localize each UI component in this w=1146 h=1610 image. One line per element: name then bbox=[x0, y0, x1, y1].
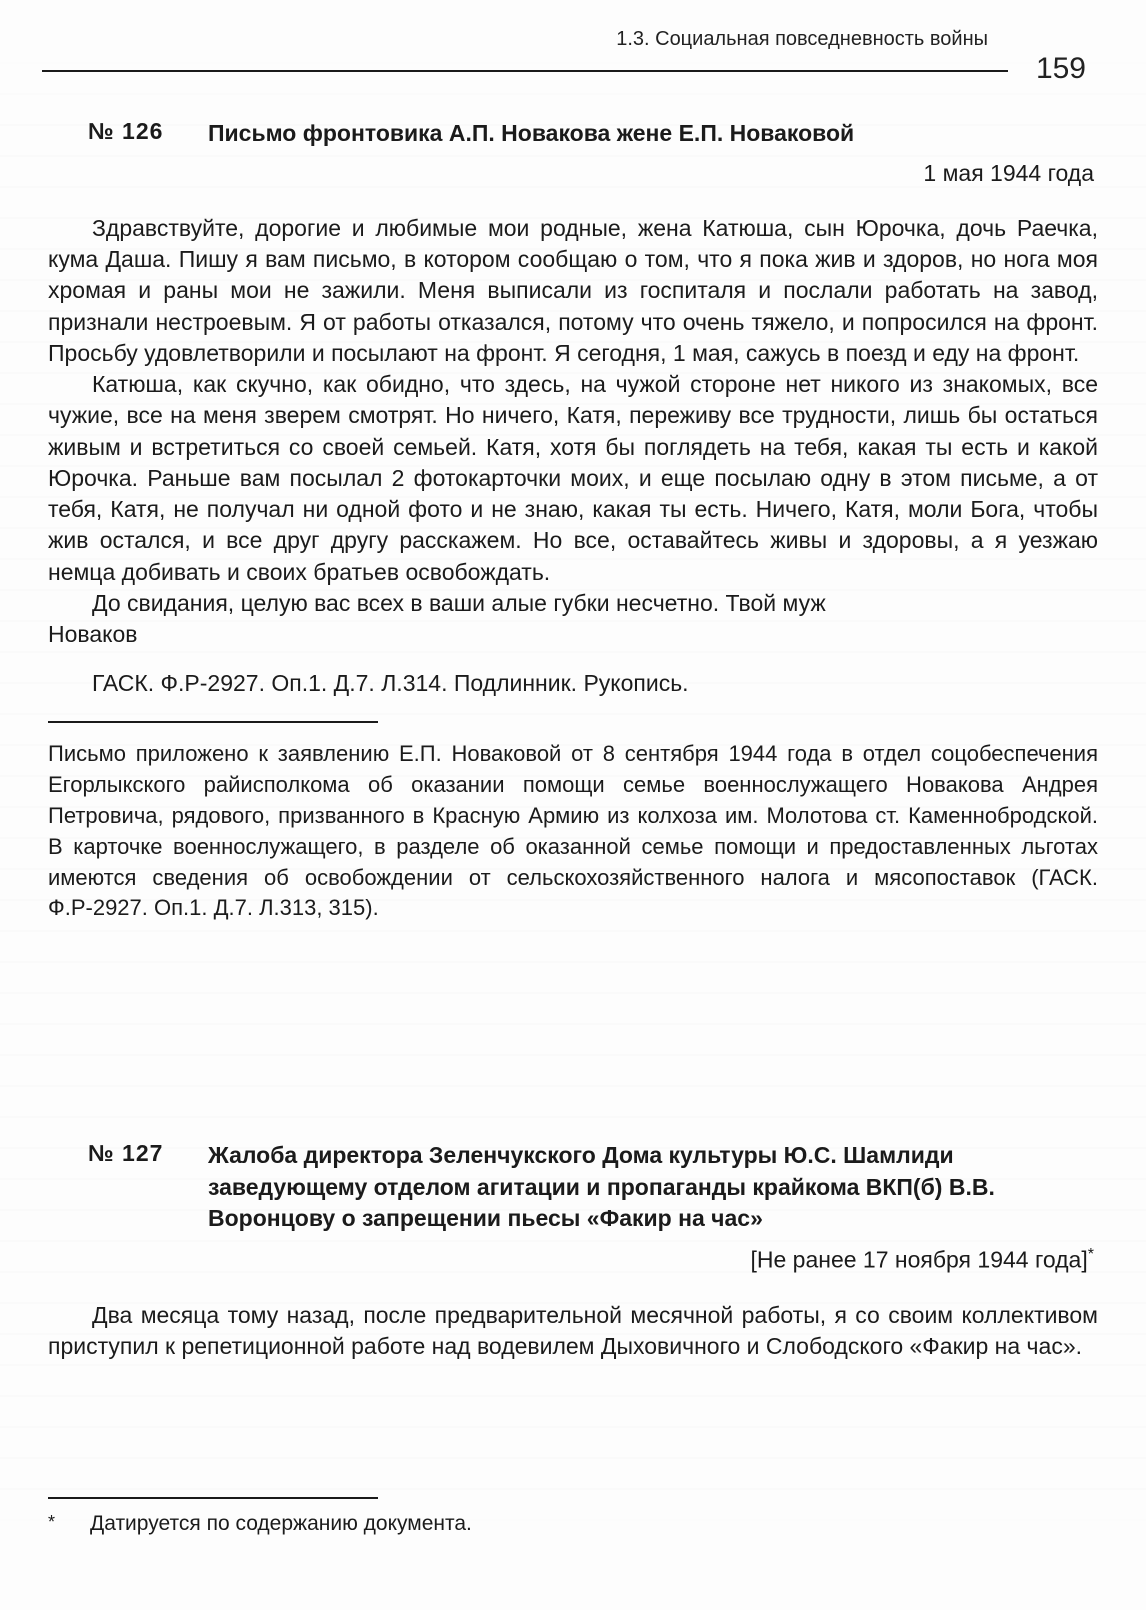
footnote-text: Датируется по содержанию документа. bbox=[90, 1512, 472, 1535]
paragraph: До свидания, целую вас всех в ваши алые губки несчетно. Твой муж bbox=[92, 589, 826, 616]
editorial-note: Письмо приложено к заявлению Е.П. Новаковой от 8 сентября 1944 года в отдел соцобеспечения Егорлыкского райисполкома об оказании помощи семье военнослужащего Новакова Андрея Петровича, рядового, призванного в Красную Армию из колхоза им. Молотова ст. Каменнобродской. В карточке военнослужащего, в разделе об оказанной семье помощи и предоставленных льготах имеются сведения об освобождении от сельскохозяйственного налога и мясопоставок (ГАСК. Ф.Р-2927. Оп.1. Д.7. Л.313, 315). bbox=[48, 741, 1098, 921]
signature: Новаков bbox=[48, 621, 138, 648]
document-heading bbox=[48, 1140, 1098, 1235]
note-divider bbox=[48, 721, 378, 723]
document-entry-127 bbox=[48, 1140, 1098, 1362]
document-number: № 126 bbox=[88, 118, 164, 144]
header-divider bbox=[42, 70, 1008, 72]
document-title: Письмо фронтовика А.П. Новакова жене Е.П. Новаковой bbox=[208, 120, 855, 146]
running-head bbox=[40, 28, 1106, 85]
document-number: № 127 bbox=[88, 1140, 164, 1166]
running-head-chapter-title: 1.3. Социальная повседневность войны bbox=[616, 28, 988, 50]
document-date bbox=[48, 1245, 1098, 1274]
paragraph: Два месяца тому назад, после предварительной месячной работы, я со своим коллективом приступил к репетиционной работе над водевилем Дыховичного и Слободского «Факир на час». bbox=[48, 1301, 1098, 1360]
paragraph: Катюша, как скучно, как обидно, что здесь, на чужой стороне нет никого из знакомых, все чужие, все на меня зверем смотрят. Но ничего, Катя, переживу все трудности, лишь бы остаться живым и встретиться со своей семьей. Катя, хотя бы поглядеть на тебя, какая ты есть и какой Юрочка. Раньше вам посылал 2 фотокарточки моих, и еще посылаю одну в этом письме, а от тебя, Катя, не получал ни одной фото и не знаю, какая ты есть. Ничего, Катя, моли Бога, чтобы жив остался, и все друг другу расскажем. Но все, оставайтесь живы и здоровы, а я уезжаю немца добивать и своих братьев освобождать. bbox=[48, 371, 1098, 585]
document-title: Жалоба директора Зеленчукского Дома культуры Ю.С. Шамлиди заведующему отделом агитации и пропаганды крайкома ВКП(б) В.В. Воронцову о запрещении пьесы «Факир на час» bbox=[208, 1142, 995, 1232]
archive-reference: ГАСК. Ф.Р-2927. Оп.1. Д.7. Л.314. Подлинник. Рукопись. bbox=[92, 670, 689, 697]
document-body bbox=[48, 1300, 1098, 1363]
document-date: 1 мая 1944 года bbox=[923, 159, 1094, 186]
document-body bbox=[48, 213, 1098, 651]
document-date-text: [Не ранее 17 ноября 1944 года] bbox=[750, 1246, 1088, 1273]
page-number: 159 bbox=[1035, 52, 1086, 85]
paragraph: Здравствуйте, дорогие и любимые мои родные, жена Катюша, сын Юрочка, дочь Раечка, кума Даша. Пишу я вам письмо, в котором сообщаю о том, что я пока жив и здоров, но нога моя хромая и раны мои не зажили. Меня выписали из госпиталя и послали работать на завод, признали нестроевым. Я от работы отказался, потому что очень тяжело, и попросился на фронт. Просьбу удовлетворили и посылают на фронт. Я сегодня, 1 мая, сажусь в поезд и еду на фронт. bbox=[48, 214, 1098, 366]
document-entry-126 bbox=[48, 118, 1098, 924]
footnote-marker: * bbox=[48, 1512, 56, 1532]
footnote-marker: * bbox=[1087, 1245, 1094, 1264]
document-heading bbox=[48, 118, 1098, 150]
footnote bbox=[48, 1512, 1098, 1536]
footnote-divider bbox=[48, 1497, 378, 1499]
